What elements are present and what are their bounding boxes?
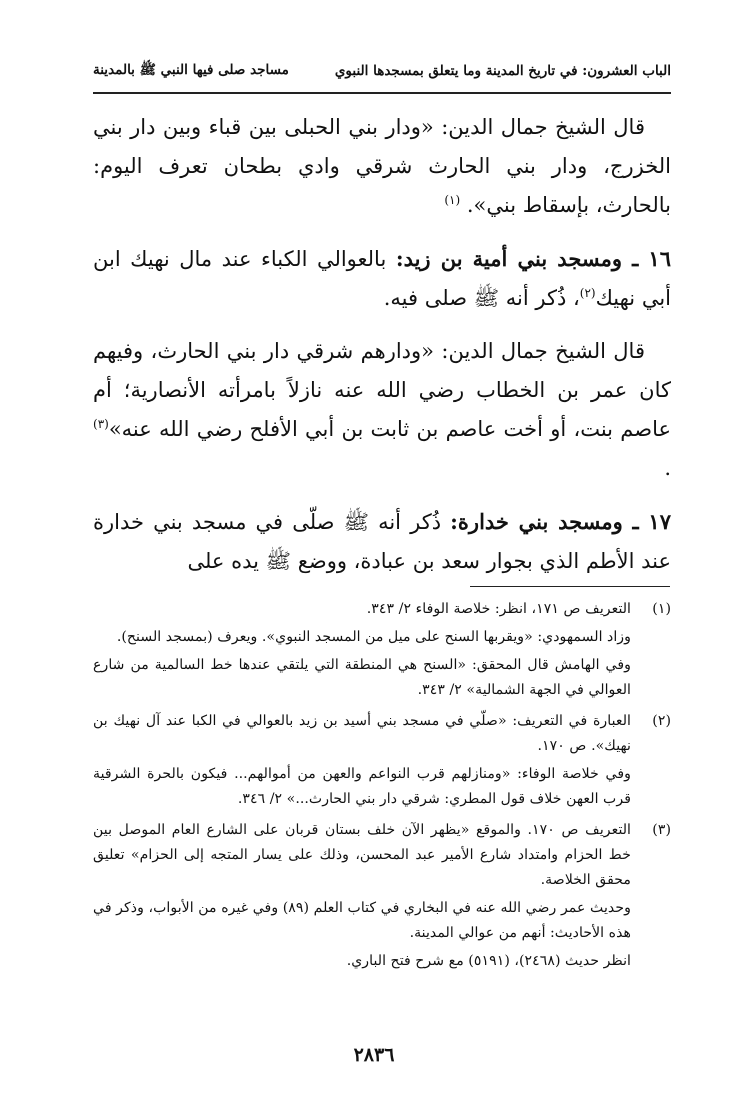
footnote-separator: [470, 586, 670, 587]
paragraph-4: [93, 502, 671, 581]
paragraph-2: [93, 239, 671, 318]
header-chapter-title: الباب العشرون: في تاريخ المدينة وما يتعلق بمسجدها النبوي: [334, 63, 671, 79]
page-number: ٢٨٣٦: [353, 1044, 395, 1066]
footnote-number: (٢): [652, 713, 671, 729]
paragraph-2-text-2: ، ذُكر أنه ﷺ صلى فيه.: [383, 286, 580, 310]
footnote-text: وزاد السمهودي: «ويقربها السنح على ميل من المسجد النبوي». ويعرف (بمسجد السنح).: [116, 629, 631, 645]
paragraph-4-text: ذُكر أنه ﷺ صلّى في مسجد بني خدارة عند الأطم الذي بجوار سعد بن عبادة، ووضع ﷺ يده على: [93, 510, 671, 573]
footnote-text: التعريف ص ١٧١، انظر: خلاصة الوفاء ٢/ ٣٤٣.: [366, 601, 631, 617]
main-text: [93, 108, 671, 595]
footnote-text: انظر حديث (٢٤٦٨)، (٥١٩١) مع شرح فتح الباري.: [346, 953, 631, 969]
footnote-2: [93, 709, 671, 815]
paragraph-3-text: قال الشيخ جمال الدين: «ودارهم شرقي دار بني الحارث، وفيهم كان عمر بن الخطاب رضي الله عنه نازلاً بامرأته الأنصارية؛ أم عاصم بنت، أو أخت عاصم بن ثابت بن أبي الأفلح رضي الله عنه»: [93, 339, 671, 441]
paragraph-3-end: .: [664, 456, 671, 480]
footnote-ref-2: (٢): [579, 286, 596, 300]
header-section-title: مساجد صلى فيها النبي ﷺ بالمدينة: [93, 62, 289, 78]
paragraph-2-text-1: بالعوالي الكباء عند مال نهيك ابن أبي نهيك: [93, 247, 671, 310]
footnotes: [93, 597, 671, 980]
footnote-text: التعريف ص ١٧٠. والموقع «يظهر الآن خلف بستان قربان على الشارع العام الموصل بين خط الحزام وامتداد شارع الأمير عبد المحسن، وذلك على يسار المتجه إلى الحزام» تعليق محقق الخلاصة.: [93, 822, 631, 888]
paragraph-1: [93, 108, 671, 225]
running-header: [93, 58, 671, 84]
footnote-text: وفي الهامش قال المحقق: «السنح هي المنطقة التي يلتقي عندها خط السالمية من شارع العوالي في الجهة الشمالية» ٢/ ٣٤٣.: [93, 657, 631, 698]
footnote-3: [93, 818, 671, 977]
footnote-text: وحديث عمر رضي الله عنه في البخاري في كتاب العلم (٨٩) وفي غيره من الأبواب، وذكر في هذه الأحاديث: أنهم من عوالي المدينة.: [93, 900, 631, 941]
entry-16-heading: ١٦ ـ ومسجد بني أمية بن زيد:: [395, 246, 671, 271]
paragraph-1-text: قال الشيخ جمال الدين: «ودار بني الحبلى بين قباء وبين دار بني الخزرج، ودار بني الحارث شرقي وادي بطحان تعرف اليوم: بالحارث، بإسقاط بني».: [93, 115, 671, 217]
paragraph-3: [93, 332, 671, 488]
footnote-number: (٣): [652, 822, 671, 838]
footnote-ref-1: (١): [444, 193, 461, 207]
header-divider: [93, 92, 671, 94]
footnote-1: [93, 597, 671, 706]
footnote-text: وفي خلاصة الوفاء: «ومنازلهم قرب النواعم والعهن من أموالهم... فيكون بالحرة الشرقية قرب العهن خلاف قول المطري: شرقي دار بني الحارث...» ٢/ ٣٤٦.: [93, 766, 631, 807]
footnote-text: العبارة في التعريف: «صلّي في مسجد بني أسيد بن زيد بالعوالي في الكبا عند آل نهيك بن نهيك». ص ١٧٠.: [93, 713, 631, 754]
entry-17-heading: ١٧ ـ ومسجد بني خدارة:: [450, 509, 671, 534]
footnote-number: (١): [652, 601, 671, 617]
footnote-ref-3: (٣): [93, 417, 109, 431]
